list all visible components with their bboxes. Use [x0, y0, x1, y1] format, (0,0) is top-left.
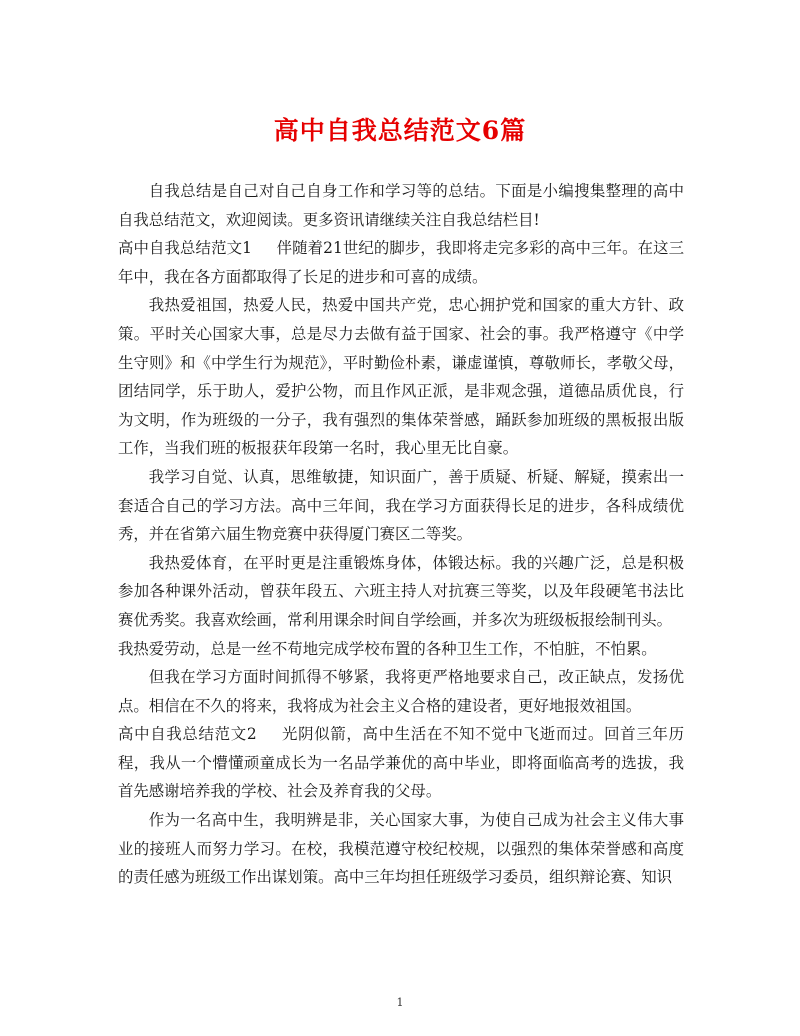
- section-1-lead: 伴随着21世纪的脚步，我即将走完多彩的高中三年。在这三年中，我在各方面都取得了长足的进步和可喜的成绩。: [118, 239, 684, 286]
- section-2-label: 高中自我总结范文2: [118, 725, 257, 744]
- section-1-paragraph: 我热爱祖国，热爱人民，热爱中国共产党，忠心拥护党和国家的重大方针、政策。平时关心国家大事，总是尽力去做有益于国家、社会的事。我严格遵守《中学生守则》和《中学生行为规范》，平时勤俭朴素，谦虚谨慎，尊敬师长，孝敬父母，团结同学，乐于助人，爱护公物，而且作风正派，是非观念强，道德品质优良，行为文明，作为班级的一分子，我有强烈的集体荣誉感，踊跃参加班级的黑板报出版工作，当我们班的板报获年段第一名时，我心里无比自豪。: [118, 296, 684, 458]
- section-2-heading-paragraph: [118, 720, 684, 806]
- intro-paragraph: 自我总结是自己对自己自身工作和学习等的总结。下面是小编搜集整理的高中自我总结范文，欢迎阅读。更多资讯请继续关注自我总结栏目!: [118, 182, 684, 229]
- section-2-lead: 光阴似箭，高中生活在不知不觉中飞逝而过。回首三年历程，我从一个懵懂顽童成长为一名品学兼优的高中毕业，即将面临高考的选拔，我首先感谢培养我的学校、社会及养育我的父母。: [118, 725, 684, 801]
- section-1-label: 高中自我总结范文1: [118, 239, 252, 258]
- section-1-paragraph: 但我在学习方面时间抓得不够紧，我将更严格地要求自己，改正缺点，发扬优点。相信在不久的将来，我将成为社会主义合格的建设者，更好地报效祖国。: [118, 668, 684, 715]
- document-title: 高中自我总结范文6篇: [273, 116, 527, 145]
- page-number: 1: [396, 996, 404, 1009]
- section-1-paragraph: 我热爱劳动，总是一丝不苟地完成学校布置的各种卫生工作，不怕脏，不怕累。: [118, 639, 657, 658]
- section-1-heading-paragraph: [118, 234, 684, 291]
- section-1-paragraph: 我热爱体育，在平时更是注重锻炼身体，体锻达标。我的兴趣广泛，总是积极参加各种课外活动，曾获年段五、六班主持人对抗赛三等奖，以及年段硬笔书法比赛优秀奖。我喜欢绘画，常利用课余时间自学绘画，并多次为班级板报绘制刊头。: [118, 553, 684, 629]
- document-body: [118, 177, 684, 892]
- section-1-paragraph: 我学习自觉、认真，思维敏捷，知识面广，善于质疑、析疑、解疑，摸索出一套适合自己的学习方法。高中三年间，我在学习方面获得长足的进步，各科成绩优秀，并在省第六届生物竞赛中获得厦门赛区二等奖。: [118, 467, 684, 544]
- section-2-paragraph: 作为一名高中生，我明辨是非，关心国家大事，为使自己成为社会主义伟大事业的接班人而努力学习。在校，我模范遵守校纪校规，以强烈的集体荣誉感和高度的责任感为班级工作出谋划策。高中三年均担任班级学习委员，组织辩论赛、知识: [118, 811, 684, 887]
